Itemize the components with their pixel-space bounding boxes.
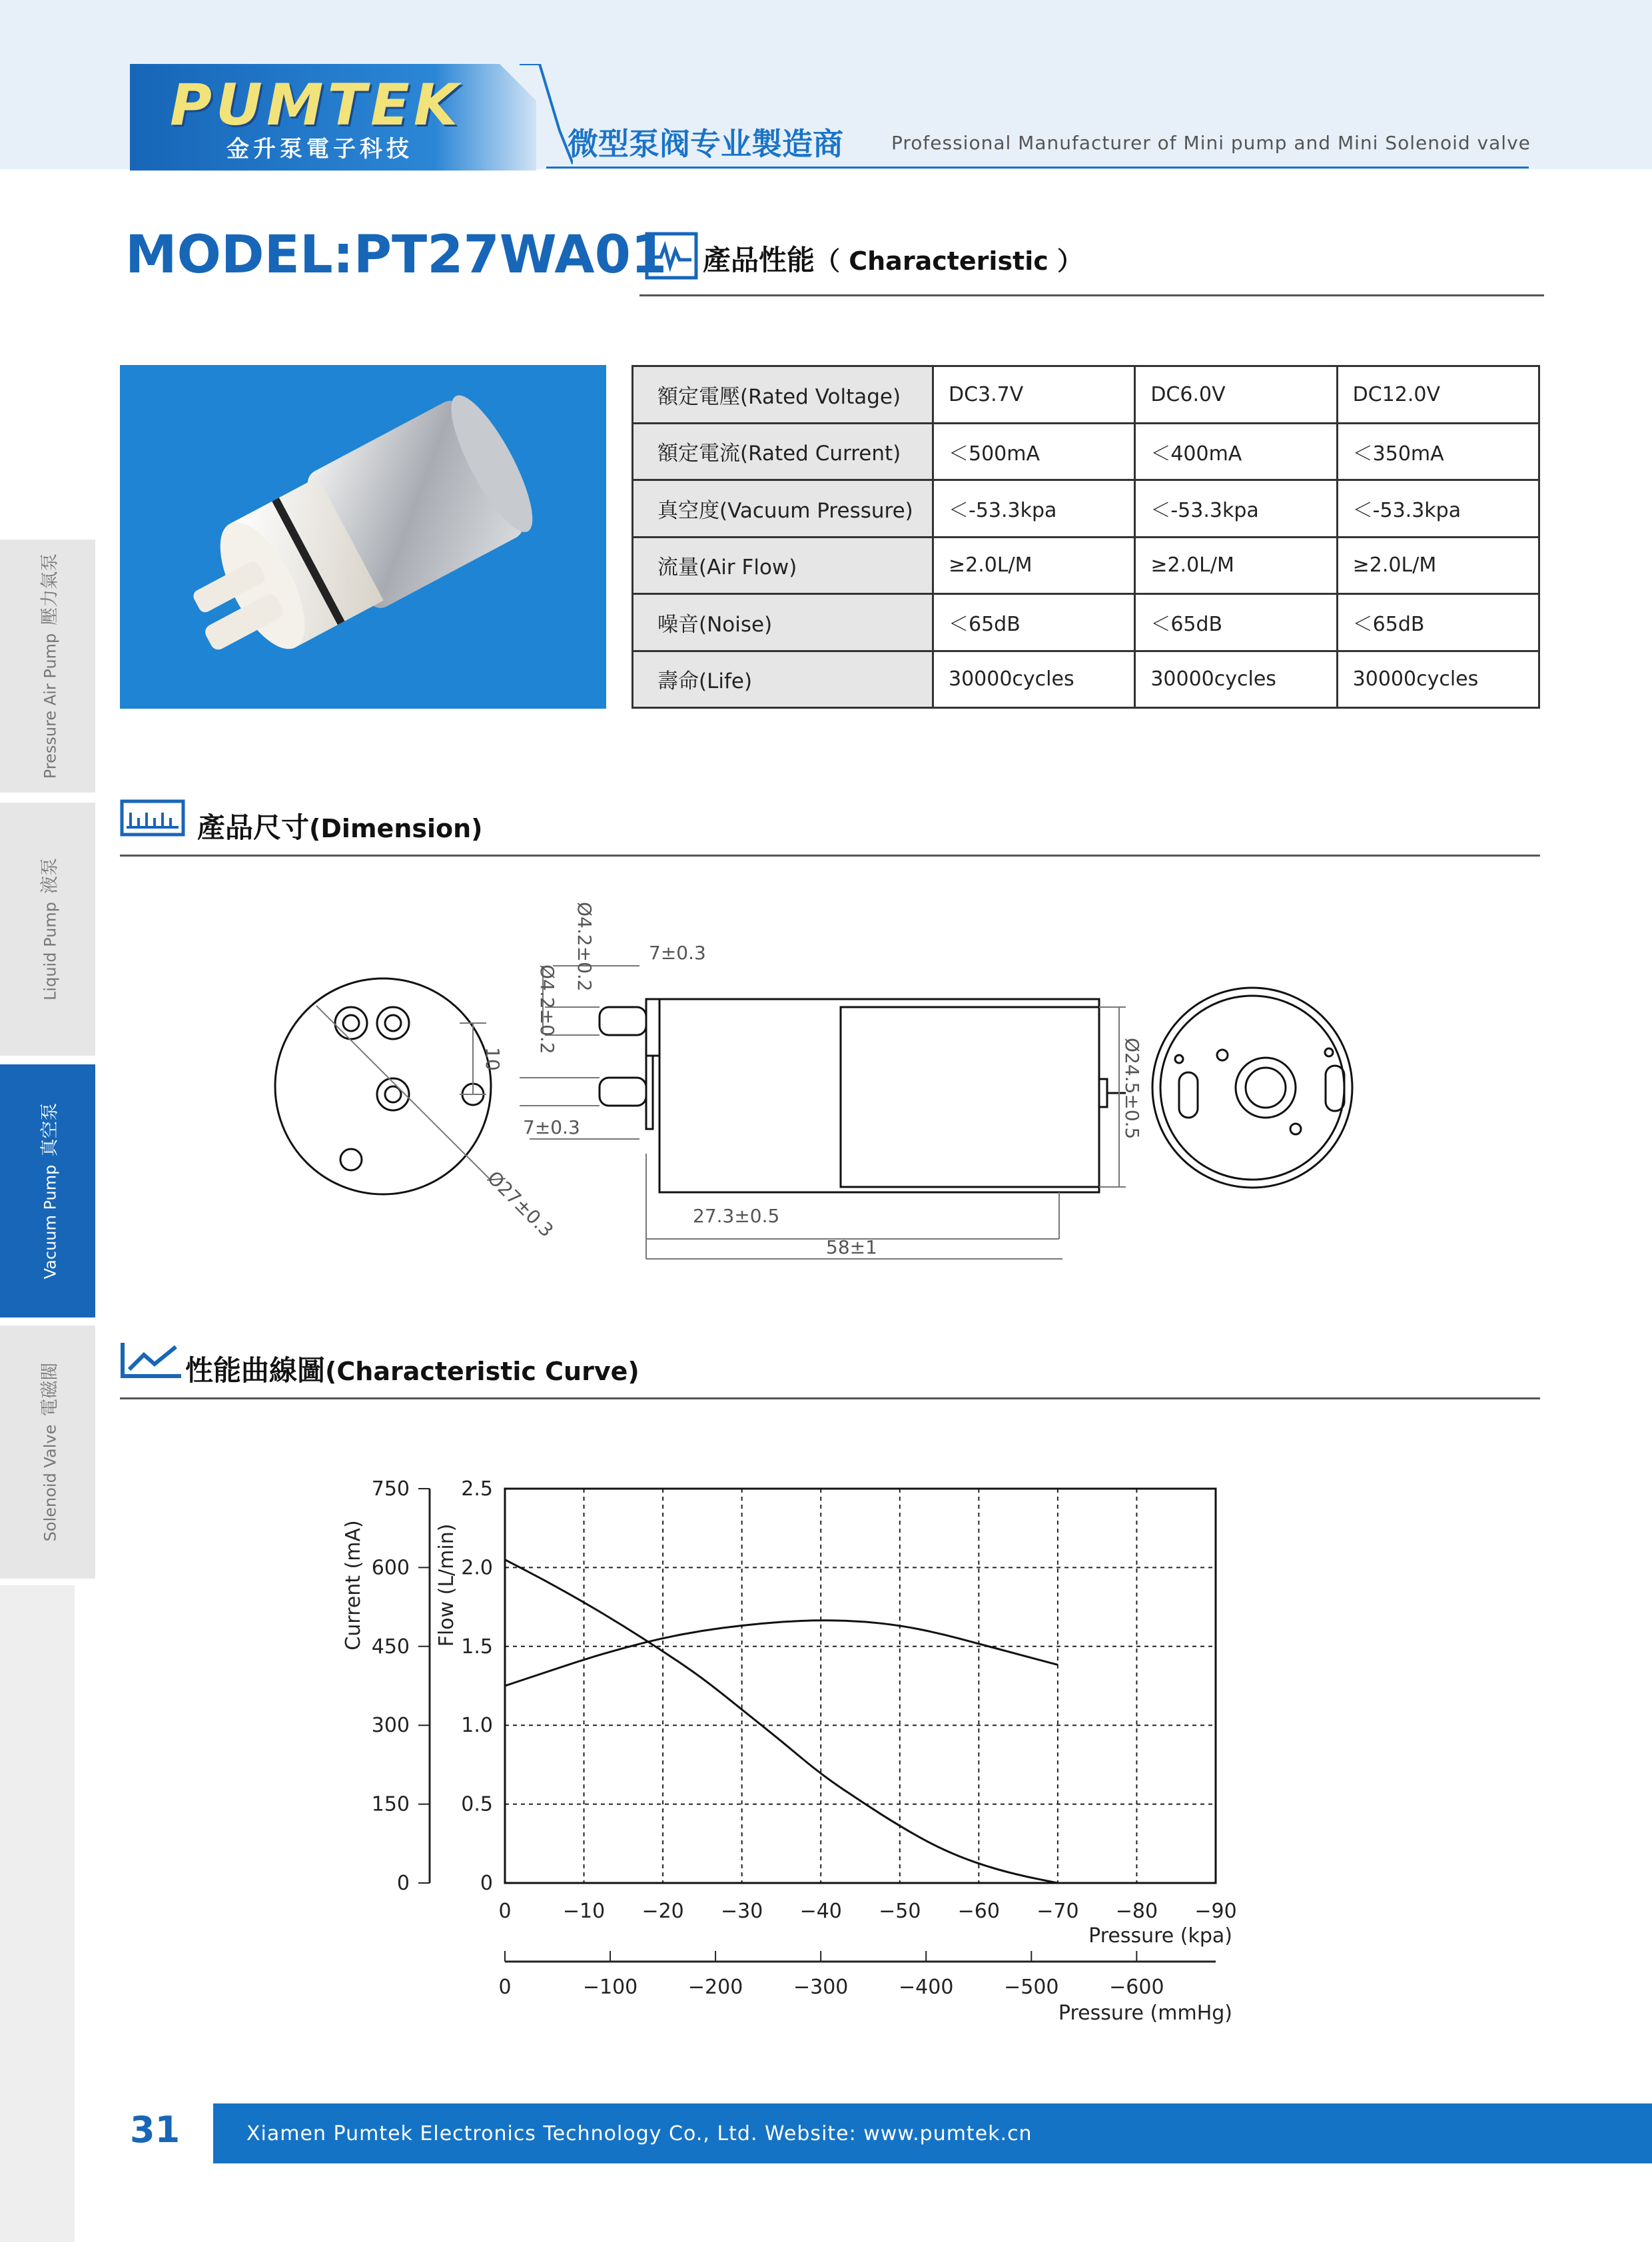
tagline-en: Professional Manufacturer of Mini pump and Mini Solenoid valve: [891, 132, 1531, 154]
dimension-heading: [197, 806, 483, 846]
head-length-label: 27.3±0.5: [693, 1205, 780, 1227]
sidebar-tab-liquid-pump[interactable]: [0, 803, 95, 1056]
logo-text: PUMTEK: [170, 72, 462, 139]
current-curve: [505, 1621, 1058, 1686]
characteristic-chart: [320, 1452, 1279, 2038]
sidebar-tab-solenoid-valve[interactable]: [0, 1325, 95, 1579]
sidebar-strip: [0, 1585, 75, 2242]
dimension-title-cn: 產品尺寸: [197, 811, 310, 844]
current-axis-label: Current (mA): [342, 1520, 365, 1651]
table-row: [633, 480, 1539, 538]
current-tick-label: 150: [371, 1792, 410, 1816]
port-spacing-label: 10: [482, 1047, 504, 1071]
sidebar-tab-label: Liquid Pump液泵: [39, 858, 61, 1000]
kpa-tick-label: −90: [1194, 1900, 1237, 1923]
characteristic-heading: [703, 238, 1082, 278]
flow-tick-label: 0.5: [461, 1792, 493, 1816]
table-cell: ＜400mA: [1135, 423, 1337, 480]
table-row: [633, 423, 1539, 480]
curve-heading: [185, 1349, 639, 1389]
header-rule: [546, 167, 1529, 169]
dimension-rule: [120, 855, 1540, 857]
kpa-axis-label: Pressure (kpa): [1088, 1924, 1232, 1948]
table-row: [633, 366, 1539, 424]
table-cell: 30000cycles: [933, 651, 1135, 708]
table-cell: ＜65dB: [1135, 594, 1337, 651]
characteristic-rule: [639, 294, 1544, 296]
table-cell: DC12.0V: [1337, 366, 1539, 424]
model-title: MODEL:PT27WA01: [125, 225, 667, 285]
header-swoosh: [520, 64, 573, 171]
flow-tick-label: 1.5: [461, 1635, 493, 1659]
page-number: 31: [130, 2109, 181, 2151]
chart-grid: [505, 1489, 1216, 1883]
kpa-tick-label: −20: [641, 1900, 684, 1923]
mmhg-axis-label: Pressure (mmHg): [1058, 2002, 1232, 2025]
table-cell: ＜-53.3kpa: [1337, 480, 1539, 538]
mmhg-tick-label: −300: [793, 1976, 849, 1999]
curve-title-cn: 性能曲線圖: [185, 1354, 326, 1387]
row-label: 真空度(Vacuum Pressure): [633, 480, 933, 538]
mmhg-tick-label: −200: [687, 1976, 743, 1999]
total-length-label: 58±1: [826, 1236, 877, 1258]
port-length-left-label: 7±0.3: [523, 1116, 580, 1138]
head-diameter-label: Ø27±0.3: [483, 1166, 558, 1242]
row-label: 流量(Air Flow): [633, 537, 933, 594]
kpa-tick-label: −80: [1115, 1900, 1158, 1923]
row-label: 噪音(Noise): [633, 594, 933, 651]
table-row: [633, 537, 1539, 594]
current-tick-label: 300: [371, 1714, 410, 1738]
table-row: [633, 594, 1539, 651]
kpa-tick-label: 0: [498, 1900, 512, 1923]
kpa-tick-label: −30: [721, 1900, 763, 1923]
sidebar-tab-pressure-air-pump[interactable]: [0, 540, 95, 793]
port-diameter-2-label: Ø4.2±0.2: [536, 964, 558, 1054]
table-cell: ≥2.0L/M: [1337, 537, 1539, 594]
line-chart-icon: [119, 1340, 184, 1380]
mmhg-tick-label: −600: [1109, 1976, 1164, 1999]
current-tick-label: 450: [371, 1635, 410, 1659]
table-cell: ≥2.0L/M: [933, 537, 1135, 594]
table-cell: ＜350mA: [1337, 423, 1539, 480]
table-cell: 30000cycles: [1337, 651, 1539, 708]
kpa-tick-label: −70: [1036, 1900, 1079, 1923]
curve-title-en: (Characteristic Curve): [325, 1357, 639, 1386]
table-cell: DC3.7V: [933, 366, 1135, 424]
sidebar-tab-label: Vacuum Pump真空泵: [39, 1102, 61, 1280]
table-cell: ＜500mA: [933, 423, 1135, 480]
kpa-tick-label: −50: [879, 1900, 921, 1923]
table-cell: ＜65dB: [933, 594, 1135, 651]
mmhg-tick-label: 0: [498, 1976, 512, 1999]
motor-diameter-label: Ø24.5±0.5: [1121, 1038, 1143, 1140]
tagline-cn: 微型泵阀专业製造商: [568, 126, 843, 162]
flow-tick-label: 2.5: [461, 1477, 493, 1501]
waveform-icon: [645, 232, 698, 280]
flow-curve: [505, 1560, 1058, 1883]
current-tick-label: 0: [396, 1872, 410, 1895]
row-label: 壽命(Life): [633, 651, 933, 708]
mmhg-tick-label: −100: [582, 1976, 638, 1999]
dimension-title-en: (Dimension): [309, 814, 483, 843]
table-cell: ＜65dB: [1337, 594, 1539, 651]
characteristic-title-en: （ Characteristic ）: [815, 246, 1083, 276]
table-cell: ＜-53.3kpa: [933, 480, 1135, 538]
flow-tick-label: 2.0: [461, 1556, 493, 1580]
logo-subtitle: 金升泵電子科技: [226, 136, 413, 163]
curve-rule: [120, 1397, 1540, 1399]
characteristic-title-cn: 產品性能: [703, 244, 815, 276]
flow-tick-label: 1.0: [461, 1714, 493, 1738]
table-row: [633, 651, 1539, 708]
port-length-top-label: 7±0.3: [649, 942, 706, 964]
product-photo: [120, 365, 606, 709]
port-diameter-1-label: Ø4.2±0.2: [574, 902, 596, 992]
sidebar-tab-label: Pressure Air Pump壓力氣泵: [39, 553, 61, 779]
dimension-drawing: [266, 866, 1399, 1279]
table-cell: 30000cycles: [1135, 651, 1337, 708]
spec-table: [631, 365, 1540, 709]
footer-text: Xiamen Pumtek Electronics Technology Co., Ltd. Website: www.pumtek.cn: [246, 2122, 1032, 2145]
current-tick-label: 600: [371, 1556, 410, 1580]
ruler-icon: [120, 799, 185, 837]
sidebar-tab-vacuum-pump[interactable]: [0, 1064, 95, 1317]
row-label: 額定電壓(Rated Voltage): [633, 366, 933, 424]
sidebar-tab-label: Solenoid Valve電磁閥: [39, 1362, 61, 1542]
plot-frame: [505, 1489, 1216, 1883]
kpa-tick-label: −40: [799, 1900, 842, 1923]
flow-tick-label: 0: [480, 1872, 493, 1895]
flow-axis-label: Flow (L/min): [435, 1523, 458, 1647]
mmhg-tick-label: −500: [1004, 1976, 1059, 1999]
kpa-tick-label: −10: [562, 1900, 606, 1923]
current-tick-label: 750: [371, 1477, 410, 1501]
kpa-tick-label: −60: [957, 1900, 1000, 1923]
table-cell: DC6.0V: [1135, 366, 1337, 424]
mmhg-tick-label: −400: [899, 1976, 954, 1999]
table-cell: ＜-53.3kpa: [1135, 480, 1337, 538]
row-label: 額定電流(Rated Current): [633, 423, 933, 480]
table-cell: ≥2.0L/M: [1135, 537, 1337, 594]
